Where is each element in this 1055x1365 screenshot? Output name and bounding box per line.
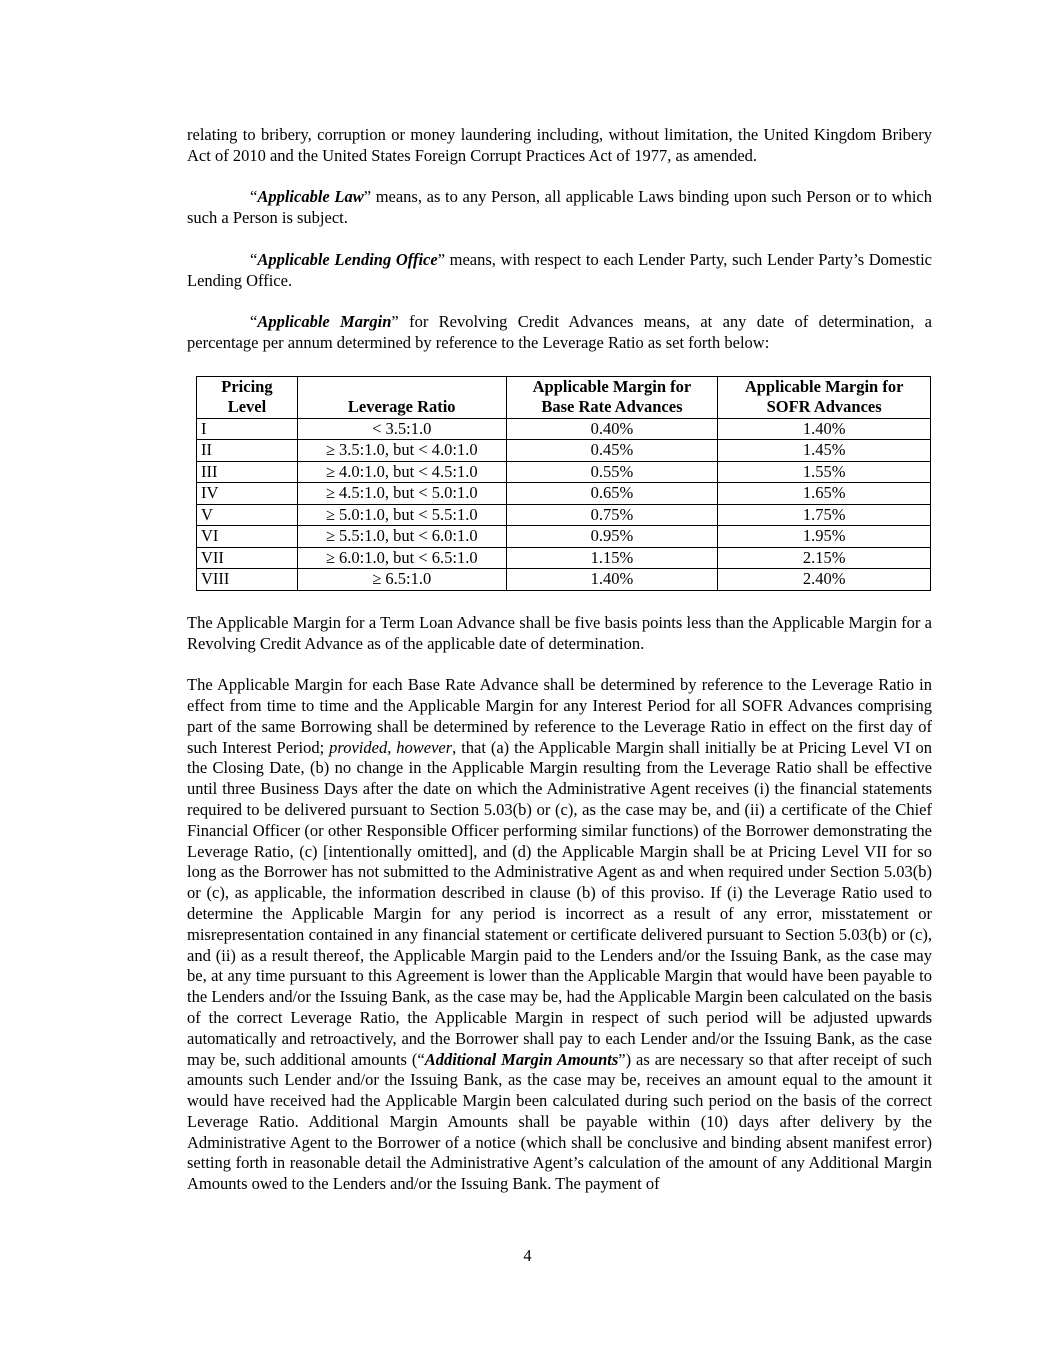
cell-level: IV (197, 483, 298, 505)
defined-term: Applicable Law (257, 187, 364, 207)
cell-level: VI (197, 526, 298, 548)
cell-sofr: 1.65% (718, 483, 931, 505)
cell-ratio: ≥ 6.0:1.0, but < 6.5:1.0 (297, 547, 506, 569)
header-leverage-ratio: Leverage Ratio (297, 376, 506, 418)
table-row (197, 440, 931, 462)
defined-term: Applicable Margin (257, 312, 392, 332)
cell-ratio: ≥ 6.5:1.0 (297, 569, 506, 591)
cell-ratio: ≥ 3.5:1.0, but < 4.0:1.0 (297, 440, 506, 462)
cell-base: 1.40% (506, 569, 718, 591)
definition-applicable-law: “Applicable Law” means, as to any Person, all applicable Laws binding upon such Person or to which such a Person is subject. (187, 187, 932, 228)
document-page (187, 125, 932, 1195)
intro-fragment-paragraph: relating to bribery, corruption or money laundering including, without limitation, the United Kingdom Bribery Act of 2010 and the United States Foreign Corrupt Practices Act of 1977, as amended. (187, 125, 932, 165)
cell-base: 0.75% (506, 504, 718, 526)
cell-ratio: ≥ 4.0:1.0, but < 4.5:1.0 (297, 461, 506, 483)
cell-sofr: 1.95% (718, 526, 931, 548)
cell-sofr: 2.15% (718, 547, 931, 569)
table-row (197, 569, 931, 591)
table-row (197, 526, 931, 548)
cell-level: V (197, 504, 298, 526)
cell-ratio: < 3.5:1.0 (297, 418, 506, 440)
table-row (197, 483, 931, 505)
cell-base: 0.40% (506, 418, 718, 440)
cell-level: II (197, 440, 298, 462)
cell-base: 1.15% (506, 547, 718, 569)
table-row (197, 504, 931, 526)
table-row (197, 547, 931, 569)
cell-level: III (197, 461, 298, 483)
cell-level: VIII (197, 569, 298, 591)
applicable-margin-determination-paragraph: The Applicable Margin for each Base Rate Advance shall be determined by reference to the Leverage Ratio in effect from time to time and the Applicable Margin for any Interest Period for all SOFR Advances comprising part of the same Borrowing shall be determined by reference to the Leverage Ratio in effect on the first day of such Interest Period; provided, however, that (a) the Applicable Margin shall initially be at Pricing Level VI on the Closing Date, (b) no change in the Applicable Margin resulting from the Leverage Ratio shall be effective until three Business Days after the date on which the Administrative Agent receives (i) the financial statements required to be delivered pursuant to Section 5.03(b) or (c), as the case may be, and (ii) a certificate of the Chief Financial Officer (or other Responsible Officer performing similar functions) of the Borrower demonstrating the Leverage Ratio, (c) [intentionally omitted], and (d) the Applicable Margin shall be at Pricing Level VII for so long as the Borrower has not submitted to the Administrative Agent as and when required under Section 5.03(b) or (c), as applicable, the information described in clause (b) of this proviso. If (i) the Leverage Ratio used to determine the Applicable Margin for any period is incorrect as a result of any error, misstatement or misrepresentation contained in any financial statement or certificate delivered pursuant to Section 5.03(b) or (c), and (ii) as a result thereof, the Applicable Margin paid to the Lenders and/or the Issuing Bank, as the case may be, at any time pursuant to this Agreement is lower than the Applicable Margin that would have been payable to the Lenders and/or the Issuing Bank, as the case may be, had the Applicable Margin been calculated on the basis of the correct Leverage Ratio, the Applicable Margin in respect of such period will be adjusted upwards automatically and retroactively, and the Borrower shall pay to each Lender and/or the Issuing Bank, as the case may be, such additional amounts (“Additional Margin Amounts”) as are necessary so that after receipt of such amounts such Lender and/or the Issuing Bank, as the case may be, receives an amount equal to the amount it would have received had the Applicable Margin been calculated during such period on the basis of the correct Leverage Ratio. Additional Margin Amounts shall be payable within (10) days after delivery by the Administrative Agent to the Borrower of a notice (which shall be conclusive and binding absent manifest error) setting forth in reasonable detail the Administrative Agent’s calculation of the amount of any Additional Margin Amounts owed to the Lenders and/or the Issuing Bank. The payment of (187, 675, 933, 1194)
header-pricing-level: Pricing Level (197, 376, 298, 418)
page-number: 4 (523, 1246, 532, 1265)
table-header-row (197, 376, 931, 418)
cell-sofr: 1.55% (718, 461, 931, 483)
cell-sofr: 2.40% (718, 569, 931, 591)
cell-base: 0.45% (506, 440, 718, 462)
cell-base: 0.55% (506, 461, 718, 483)
cell-base: 0.65% (506, 483, 718, 505)
cell-ratio: ≥ 5.0:1.0, but < 5.5:1.0 (297, 504, 506, 526)
defined-term: Additional Margin Amounts (424, 1049, 619, 1069)
cell-sofr: 1.75% (718, 504, 931, 526)
definition-applicable-margin: “Applicable Margin” for Revolving Credit Advances means, at any date of determination, a percentage per annum determined by reference to the Leverage Ratio as set forth below: (187, 312, 932, 352)
pricing-grid-table (196, 376, 931, 591)
cell-level: I (197, 418, 298, 440)
term-loan-margin-paragraph: The Applicable Margin for a Term Loan Advance shall be five basis points less than the Applicable Margin for a Revolving Credit Advance as of the applicable date of determination. (187, 612, 932, 653)
cell-ratio: ≥ 5.5:1.0, but < 6.0:1.0 (297, 526, 506, 548)
definition-applicable-lending-office: “Applicable Lending Office” means, with respect to each Lender Party, such Lender Party’s Domestic Lending Office. (187, 249, 932, 290)
cell-base: 0.95% (506, 526, 718, 548)
cell-sofr: 1.45% (718, 440, 931, 462)
defined-term: Applicable Lending Office (257, 249, 438, 269)
table-row (197, 418, 931, 440)
cell-ratio: ≥ 4.5:1.0, but < 5.0:1.0 (297, 483, 506, 505)
table-row (197, 461, 931, 483)
cell-level: VII (197, 547, 298, 569)
header-sofr-margin: Applicable Margin for SOFR Advances (718, 376, 931, 418)
header-base-rate-margin: Applicable Margin for Base Rate Advances (506, 376, 718, 418)
cell-sofr: 1.40% (718, 418, 931, 440)
